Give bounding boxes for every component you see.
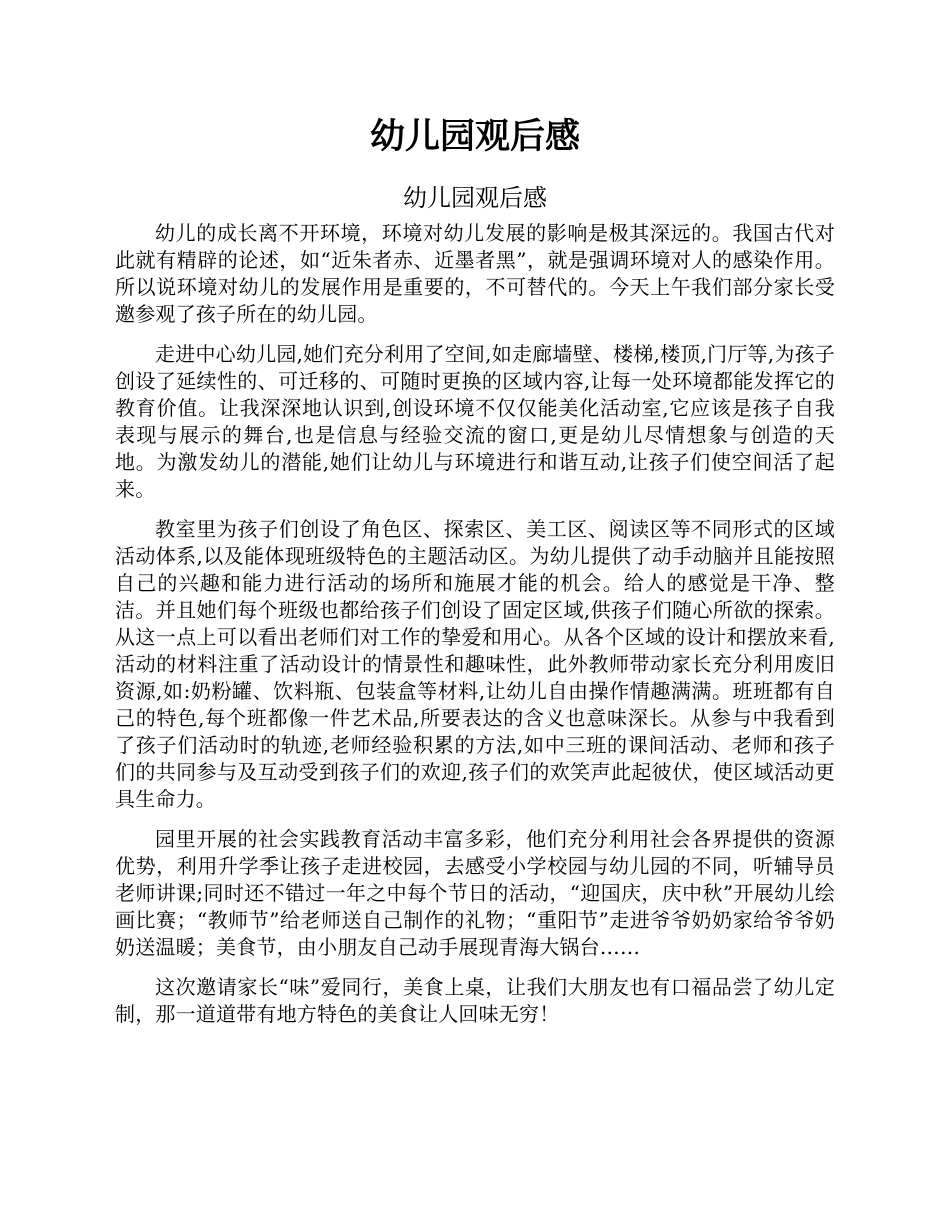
paragraph-5: 这次邀请家长“味”爱同行，美食上桌，让我们大朋友也有口福品尝了幼儿定制，那一道道带有地方特色的美食让人回味无穷！ [115,975,835,1026]
document-subtitle: 幼儿园观后感 [403,184,547,212]
document-page [115,112,835,1041]
paragraph-4: 园里开展的社会实践教育活动丰富多彩，他们充分利用社会各界提供的资源优势，利用升学季让孩子走进校园，去感受小学校园与幼儿园的不同，听辅导员老师讲课;同时还不错过一年之中每个节日的活动，“迎国庆，庆中秋”开展幼儿绘画比赛；“教师节”给老师送自己制作的礼物；“重阳节”走进爷爷奶奶家给爷爷奶奶送温暖；美食节，由小朋友自己动手展现青海大锅台…… [115,827,835,959]
paragraph-3: 教室里为孩子们创设了角色区、探索区、美工区、阅读区等不同形式的区域活动体系,以及能体现班级特色的主题活动区。为幼儿提供了动手动脑并且能按照自己的兴趣和能力进行活动的场所和施展才能的机会。给人的感觉是干净、整洁。并且她们每个班级也都给孩子们创设了固定区域,供孩子们随心所欲的探索。从这一点上可以看出老师们对工作的挚爱和用心。从各个区域的设计和摆放来看,活动的材料注重了活动设计的情景性和趣味性，此外教师带动家长充分利用废旧资源,如:奶粉罐、饮料瓶、包装盒等材料,让幼儿自由操作情趣满满。班班都有自己的特色,每个班都像一件艺术品,所要表达的含义也意味深长。从参与中我看到了孩子们活动时的轨迹,老师经验积累的方法,如中三班的课间活动、老师和孩子们的共同参与及互动受到孩子们的欢迎,孩子们的欢笑声此起彼伏，使区域活动更具生命力。 [115,517,835,811]
paragraph-2: 走进中心幼儿园,她们充分利用了空间,如走廊墙壁、楼梯,楼顶,门厅等,为孩子创设了延续性的、可迁移的、可随时更换的区域内容,让每一处环境都能发挥它的教育价值。让我深深地认识到,创设环境不仅仅能美化活动室,它应该是孩子自我表现与展示的舞台,也是信息与经验交流的窗口,更是幼儿尽情想象与创造的天地。为激发幼儿的潜能,她们让幼儿与环境进行和谐互动,让孩子们使空间活了起来。 [115,342,835,501]
document-title: 幼儿园观后感 [369,116,580,157]
paragraph-1: 幼儿的成长离不开环境，环境对幼儿发展的影响是极其深远的。我国古代对此就有精辟的论述，如“近朱者赤、近墨者黑”，就是强调环境对人的感染作用。所以说环境对幼儿的发展作用是重要的，不可替代的。今天上午我们部分家长受邀参观了孩子所在的幼儿园。 [115,221,835,326]
